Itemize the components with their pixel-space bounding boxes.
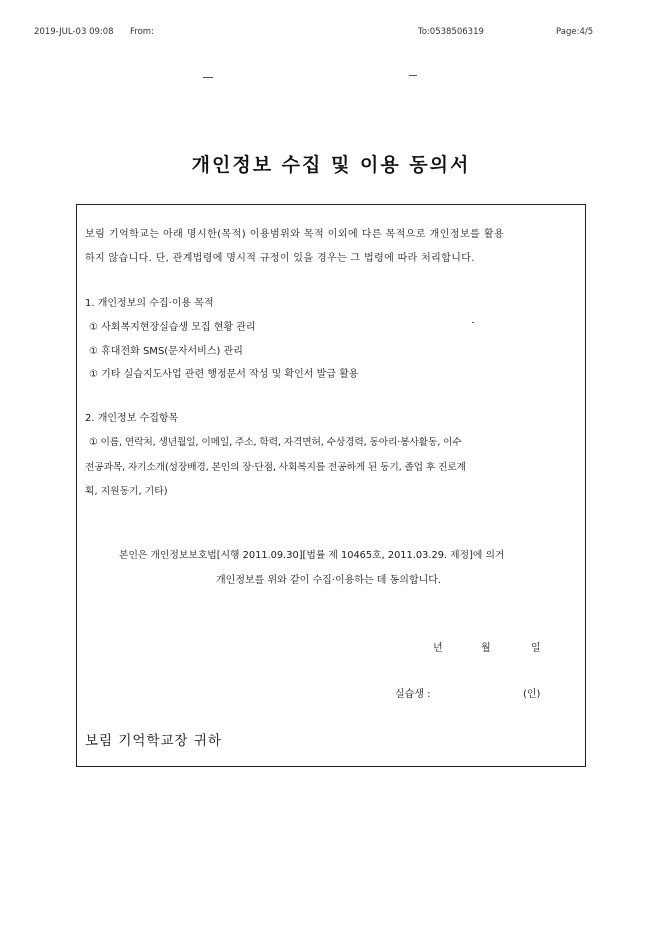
signature-label: 실습생 : <box>395 689 431 700</box>
fax-page-number: Page:4/5 <box>556 27 594 37</box>
date-year-label: 년 <box>433 643 443 654</box>
consent-form-box <box>76 204 586 767</box>
fax-to-number: To:0538506319 <box>418 27 484 37</box>
section1-item-3: ① 기타 실습지도사업 관련 행정문서 작성 및 확인서 발급 활용 <box>89 369 359 380</box>
fax-from: From: <box>130 27 154 37</box>
section2-line-2: 전공과목, 자기소개(성장배경, 본인의 장·단점, 사회복지를 전공하게 된 동기, 졸업 후 진로계 <box>85 462 466 473</box>
section2-line-1: ① 이름, 연락처, 생년월일, 이메일, 주소, 학력, 자격면허, 수상경력, 동아리·봉사활동, 이수 <box>89 437 462 448</box>
section1-item-1: ① 사회복지현장실습생 모집 현황 관리 <box>89 322 256 333</box>
section2-heading: 2. 개인정보 수집항목 <box>85 413 179 424</box>
consent-line-1: 본인은 개인정보보호법[시행 2011.09.30][법률 제 10465호, 2011.03.29. 제정]에 의거 <box>119 550 505 561</box>
date-day-label: 일 <box>531 643 541 654</box>
document-title: 개인정보 수집 및 이용 동의서 <box>191 154 471 176</box>
fax-datetime: 2019-JUL-03 09:08 <box>34 27 114 37</box>
consent-line-2: 개인정보를 위와 같이 수집·이용하는 데 동의합니다. <box>216 575 442 586</box>
closing-addressee: 보림 기억학교장 귀하 <box>85 733 222 749</box>
date-month-label: 월 <box>481 643 491 654</box>
section2-line-3: 획, 지원동기, 기타) <box>85 486 168 497</box>
intro-line-1: 보림 기억학교는 아래 명시한(목적) 이용범위와 목적 이외에 다른 목적으로 개인정보를 활용 <box>85 229 505 240</box>
intro-line-2: 하지 않습니다. 단, 관계법령에 명시적 규정이 있을 경우는 그 법령에 따라 처리합니다. <box>85 253 475 264</box>
signature-seal: (인) <box>523 689 541 700</box>
scan-speck <box>203 77 213 78</box>
section1-heading: 1. 개인정보의 수집·이용 목적 <box>85 298 214 309</box>
fax-header <box>0 27 662 41</box>
section1-item-2: ① 휴대전화 SMS(문자서비스) 관리 <box>89 346 243 357</box>
scan-speck <box>409 75 417 76</box>
